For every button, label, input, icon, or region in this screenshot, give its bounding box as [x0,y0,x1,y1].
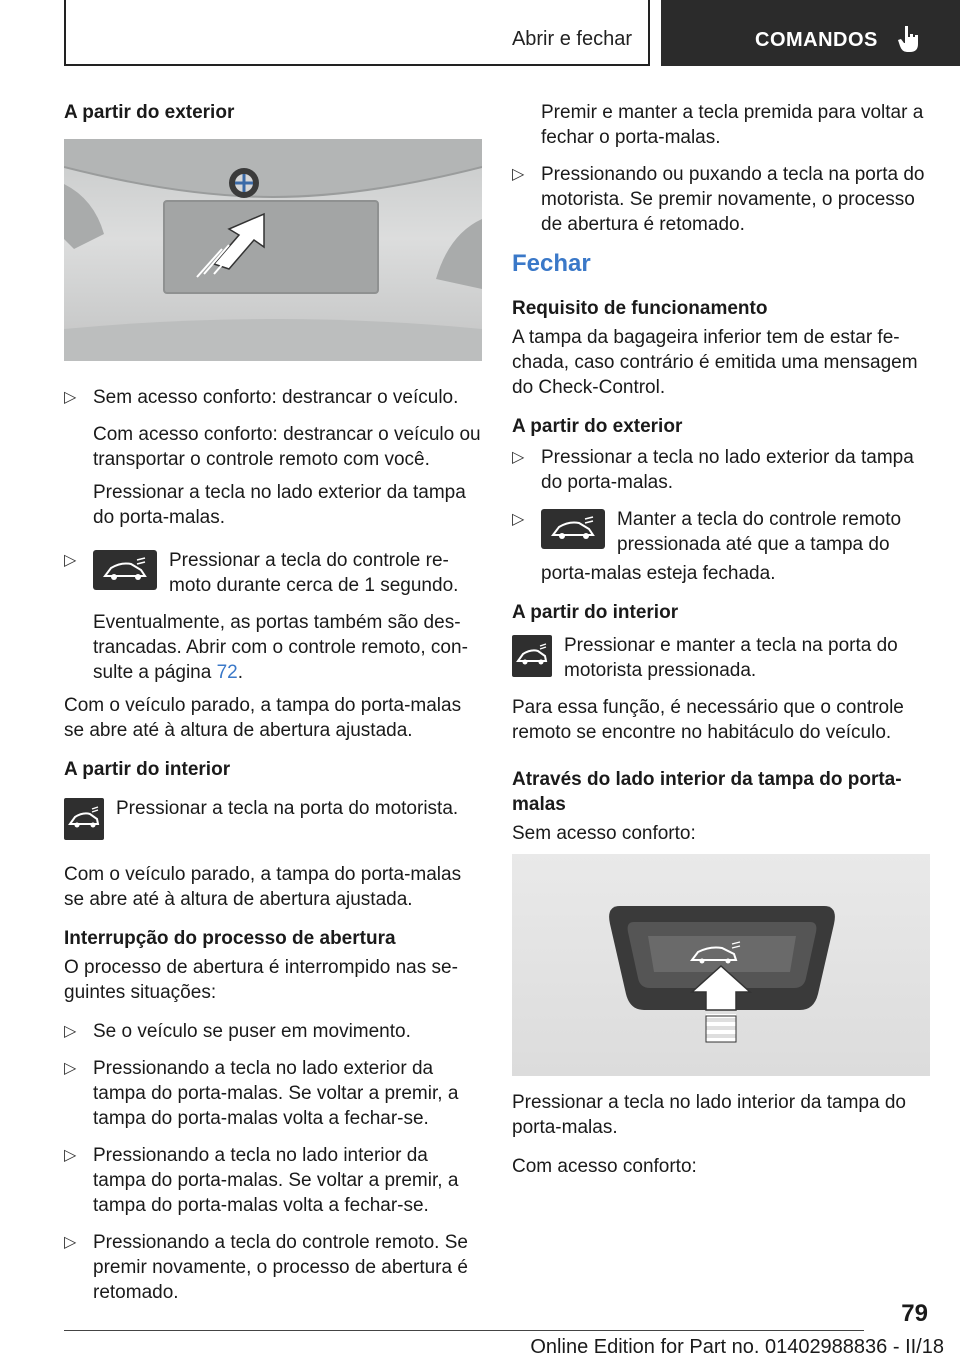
list-item-text: ▷ Manter a tecla do controle remoto pressionada até que a tampa do [617,509,902,555]
trunk-handle-figure [512,854,930,1076]
paragraph: O processo de abertura é interrompido nas seguintes situações: [64,957,458,1003]
paragraph: Com o veículo parado, a tampa do porta-malas se abre até à altura de abertura ajustada. [64,695,462,741]
list-item: ▷ Pressionando a tecla do controle remoto. Se premir novamente, o processo de abertura é retomado. [64,1230,482,1305]
chapter-title: COMANDOS [755,29,878,51]
paragraph: Sem acesso conforto: [512,823,696,844]
heading-inside: A partir do interior [64,759,231,780]
list-item-text: ▷ Pressionar a tecla do controle remoto durante cerca de 1 segundo. [169,550,459,596]
list-sub-text: Premir e manter a tecla premida para voltar a fechar o porta-malas. [541,102,924,148]
list-item-remote [64,548,482,598]
heading-requirement: Requisito de funcionamento [512,298,768,319]
trunk-exterior-figure [64,139,482,361]
list-sub-text: porta-malas esteja fechada. [541,563,776,584]
figure-caption: Pressionar a tecla no lado interior da tampa do porta-malas. [512,1092,906,1138]
list-item-remote [512,507,930,557]
sub-text-end: . [237,662,244,683]
sub-text: Eventualmente, as portas também são destrancadas. Abrir com o controle remoto, consulte a página [93,612,468,683]
list-item: ▷ Pressionando a tecla no lado exterior da tampa do porta-malas. Se voltar a premir, a tampa do porta-malas volta a fechar-se. [64,1056,482,1131]
list-item: ▷ Se o veículo se puser em movimento. [64,1019,482,1044]
section-title: Abrir e fechar [511,28,632,50]
page-number: 79 [901,1300,928,1327]
footer-edition: Online Edition for Part no. 01402988836 - II/18 [530,1336,944,1358]
list-sub-text: Com acesso conforto: destrancar o veículo ou transportar o controle remoto com você. [93,424,481,470]
list-item: ▷ Pressionando a tecla no lado interior da tampa do porta-malas. Se voltar a premir, a tampa do porta-malas volta a fechar-se. [64,1143,482,1218]
list-item: ▷ Pressionando ou puxando a tecla na porta do motorista. Se premir novamente, o processo de abertura é retomado. [512,162,930,237]
paragraph: Com o veículo parado, a tampa do porta-malas se abre até à altura de abertura ajustada. [64,864,462,910]
list-sub-text [64,610,482,685]
door-trunk-button-icon [64,798,104,840]
inside-text: Pressionar a tecla na porta do motorista. [116,798,459,819]
trunk-remote-key-icon [541,509,605,549]
heading-interrupt: Interrupção do processo de abertura [64,928,396,949]
paragraph: Para essa função, é necessário que o controle remoto se encontre no habitáculo do veículo. [512,697,904,743]
footer-divider [64,1330,864,1331]
list-item: ▷ Pressionar a tecla no lado exterior da tampa do porta-malas. [512,445,930,495]
page-reference-link[interactable]: 72 [216,662,238,683]
paragraph: A tampa da bagageira inferior tem de estar fechada, caso contrário é emitida uma mensagem do Check-Control. [512,327,918,398]
left-column [64,100,482,1317]
hand-pointer-icon [896,24,922,54]
trunk-remote-key-icon [93,550,157,590]
page-header [0,0,960,66]
paragraph: Com acesso conforto: [512,1156,697,1177]
door-trunk-button-icon [512,635,552,677]
heading-outside-close: A partir do exterior [512,416,683,437]
heading-through-lid: Através do lado interior da tampa do portamalas [512,769,902,815]
list-sub-text: Pressionar a tecla no lado exterior da tampa do porta-malas. [93,482,466,528]
inside-text: Pressionar e manter a tecla na porta do motorista pressionada. [564,635,898,681]
heading-outside: A partir do exterior [64,102,235,123]
heading-close: Fechar [512,250,591,277]
heading-inside-close: A partir do interior [512,602,679,623]
right-column [512,100,930,1193]
header-frame [64,0,650,66]
list-item: ▷ Sem acesso conforto: destrancar o veículo. [64,385,482,410]
